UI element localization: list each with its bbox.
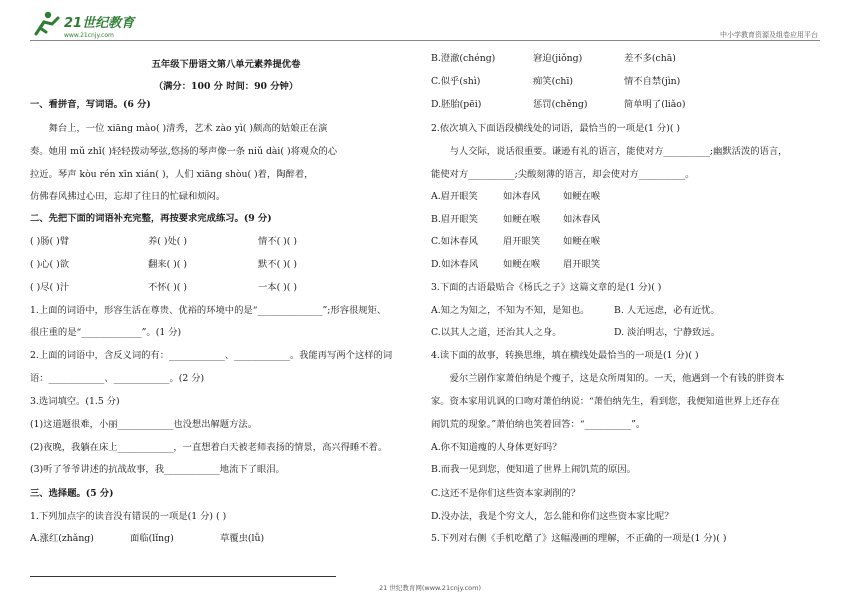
option-item: 简单明了(liǎo) [624,99,686,110]
question-text: 语：____________、____________。(2 分) [30,373,205,384]
question-text: 3.选词填空。(1.5 分) [30,396,120,407]
option-item: 如沐春风 [503,191,541,202]
option-item: D.胚胎(pēi) [431,99,482,110]
option-item: 如沐春风 [563,214,601,225]
option-item: A.眉开眼笑 [431,191,478,202]
svg-text:www.21cnjy.com: www.21cnjy.com [64,32,114,39]
option-item: 草覆虫(lǚ) [220,533,265,544]
idiom-blank: 养( )处( ) [148,236,188,247]
question-text: (2)夜晚，我躺在床上____________，一直想着白天被老师表扬的情景，高兴得睡不着。 [30,442,388,453]
question-text: 5.下列对右侧《手机吃醋了》这幅漫画的理解，不正确的一项是(1 分)( ) [431,533,727,544]
runner-icon [36,12,58,34]
platform-name: 中小学教育资源及组卷应用平台 [720,31,818,39]
option-item: 如鲠在喉 [503,214,541,225]
question-text: 1.上面的词语中，形容生活在尊贵、优裕的环境中的是“______________”;形容很规矩、 [30,305,387,316]
question-text: 1.下列加点字的读音没有错误的一项是(1 分) ( ) [30,511,227,522]
question-text: 2.上面的词语中，含反义词的有：____________、____________。我能再写两个这样的词 [30,350,393,361]
option-item: 情不自禁(jìn) [624,76,681,87]
idiom-blank: 翻来( )( ) [148,259,188,270]
option-item: B.而我一见到您，便知道了世界上闹饥荒的原因。 [431,464,637,475]
header-divider [30,40,820,41]
option-item: C.以其人之道，还治其人之身。 [431,327,562,338]
site-logo [28,8,146,42]
option-item: B.眉开眼笑 [431,214,478,225]
option-item: 窘迫(jiǒng) [533,53,583,64]
passage-line: 与人交际，说话很重要。谦逊有礼的语言，能使对方__________;幽默活泼的语言， [449,146,788,157]
idiom-blank: 情不( )( ) [258,236,298,247]
idiom-blank: ( )尽( )汁 [30,282,70,293]
option-item: B.澄澈(chéng) [431,53,496,64]
s1-paragraph-line: 仿佛春风拂过心田，忘却了往日的忙碌和烦闷。 [30,191,226,202]
idiom-blank: 一本( )( ) [258,282,298,293]
question-text: 很庄重的是“_____________”。(1 分) [30,327,182,338]
idiom-blank: ( )心( )欲 [30,259,70,270]
option-item: D.没办法，我是个穷文人，怎么能和你们这些资本家比呢？ [431,511,674,522]
exam-subtitle: （满分：100 分 时间：90 分钟） [153,81,299,92]
option-item: 眉开眼笑 [503,236,541,247]
option-item: C.如沐春风 [431,236,478,247]
passage-line: 爱尔兰剧作家萧伯纳是个瘦子，这是众所周知的。一天，他遇到一个有钱的胖资本 [449,373,785,384]
option-item: 面临(lǐng) [130,533,174,544]
question-text: (1)这道题很难，小丽____________也没想出解题方法。 [30,419,257,430]
option-item: C.似乎(shì) [431,76,481,87]
question-text: 2.依次填入下面语段横线处的词语，最恰当的一项是(1 分)( ) [431,123,681,134]
option-item: 差不多(chā) [624,53,676,64]
question-text: 3.下面的古语最贴合《杨氏之子》这篇文章的是(1 分)( ) [431,282,662,293]
s1-paragraph-line: 舞台上，一位 xiāng mào( )清秀，艺术 zào yì( )颇高的姑娘正在演 [48,123,328,134]
passage-line: 能使对方__________;尖酸刻薄的语言，却会使对方__________。 [431,169,695,180]
option-item: A.你不知道瘦的人身体更好吗？ [431,442,562,453]
option-item: 惩罚(chěng) [533,99,588,110]
section-1-heading: 一、看拼音，写词语。(6 分) [30,99,151,110]
option-item: B. 人无远虑，必有近忧。 [614,305,720,316]
option-item: C.这还不是你们这些资本家剥削的？ [431,488,581,499]
passage-line: 家。资本家用讥讽的口吻对萧伯纳说：“萧伯纳先生，看到您，我便知道世界上还存在 [431,396,780,407]
option-item: D. 淡泊明志，宁静致远。 [614,327,721,338]
section-3-heading: 三、选择题。(5 分) [30,488,114,499]
exam-title: 五年级下册语文第八单元素养提优卷 [151,59,301,70]
idiom-blank: 默不( )( ) [258,259,298,270]
option-item: D.如沐春风 [431,259,479,270]
idiom-blank: ( )肠( )臂 [30,236,70,247]
question-text: (3)听了爷爷讲述的抗战故事，我____________地流下了眼泪。 [30,464,285,475]
option-item: 如鲠在喉 [503,259,541,270]
svg-text:21世纪教育: 21世纪教育 [64,16,135,31]
s1-paragraph-line: 奏。她用 mǔ zhǐ( )轻轻拨动琴弦,悠扬的琴声像一条 niǔ dài( )将观众的心 [30,146,338,157]
footer-text: 21 世纪教育网(www.21cnjy.com) [379,584,481,592]
option-item: 如鲠在喉 [563,236,601,247]
option-item: A.涨红(zhǎng) [30,533,94,544]
option-item: 眉开眼笑 [563,259,601,270]
option-item: 痴笑(chī) [533,76,574,87]
s1-paragraph-line: 拉近。琴声 kòu rén xīn xián( )，人们 xiāng shòu( )着，陶醉着， [30,169,314,180]
idiom-blank: 不怀( )( ) [148,282,188,293]
question-text: 4.读下面的故事，转换思维，填在横线处最恰当的一项是(1 分)( ) [431,350,699,361]
footer-divider [30,576,336,577]
section-2-heading: 二、先把下面的词语补充完整，再按要求完成练习。(9 分) [30,213,272,224]
option-item: 如鲠在喉 [563,191,601,202]
option-item: A.知之为知之，不知为不知，是知也。 [431,305,590,316]
passage-line: 闹饥荒的现象。”萧伯纳也笑着回答：“__________”。 [431,419,646,430]
